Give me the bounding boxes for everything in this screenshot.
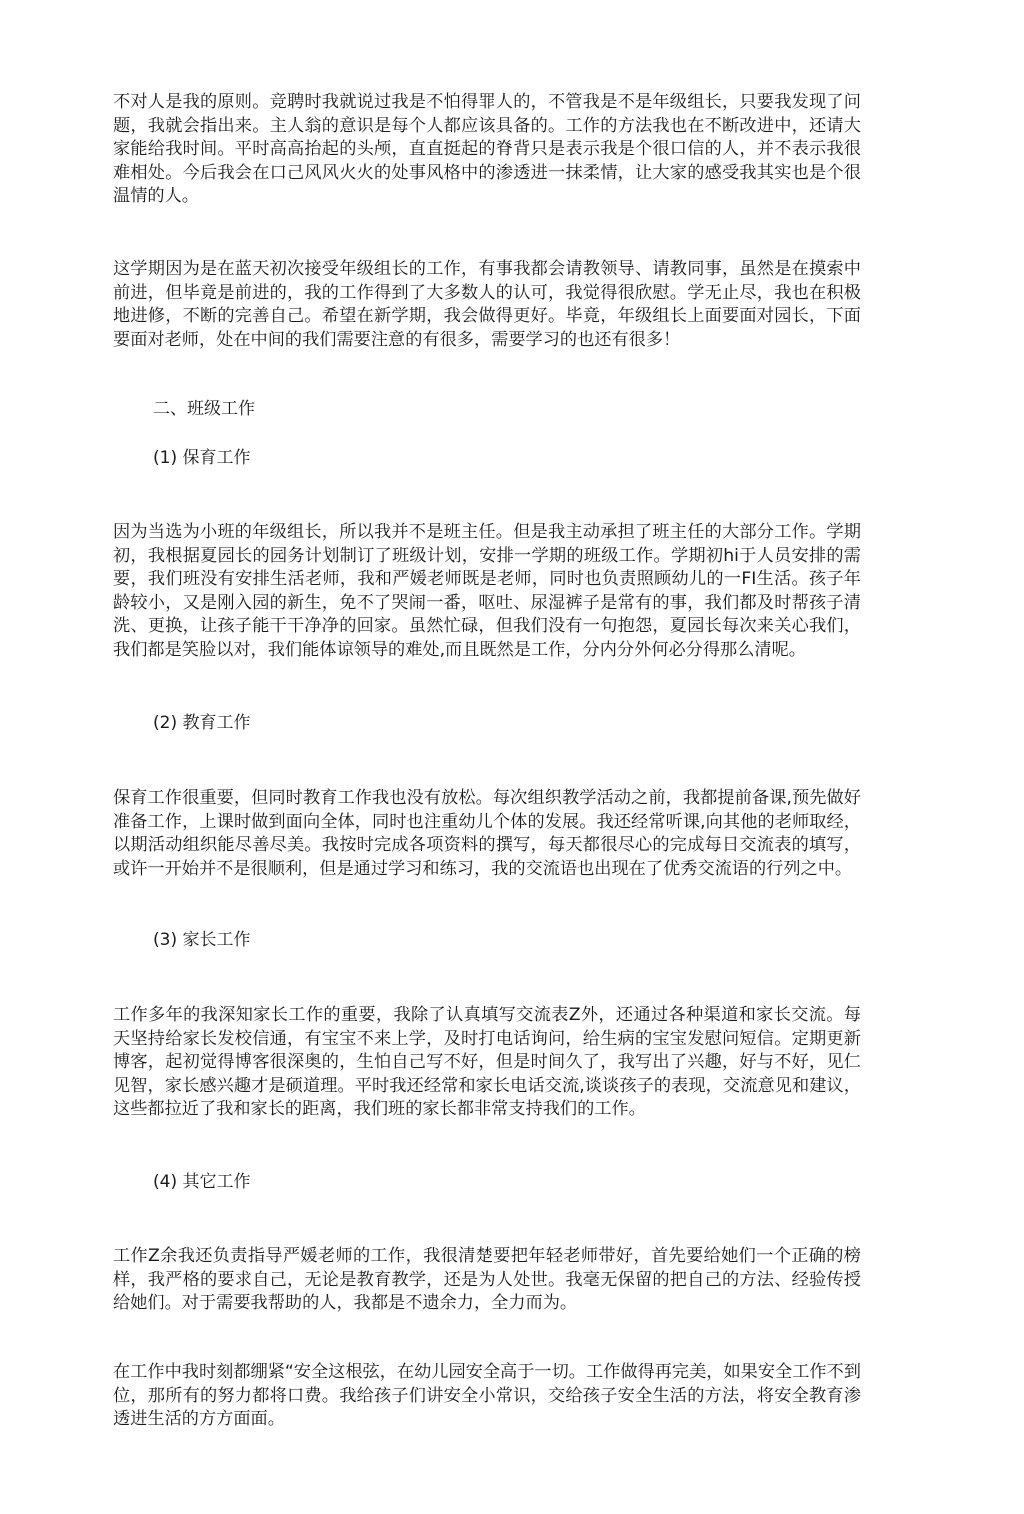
heading-parent-work: (3) 家长工作 xyxy=(153,930,251,950)
heading-education-work: (2) 教育工作 xyxy=(153,713,251,733)
paragraph-grade-leader: 这学期因为是在蓝天初次接受年级组长的工作，有事我都会请教领导、请教同事，虽然是在摸索中前进，但毕竟是前进的，我的工作得到了大多数人的认可，我觉得很欣慰。学无止尽，我也在积极地进修，不断的完善自己。希望在新学期，我会做得更好。毕竟，年级组长上面要面对园长，下面要面对老师，处在中间的我们需要注意的有很多，需要学习的也还有很多！ xyxy=(113,259,861,350)
paragraph-other-work: 工作Z余我还负责指导严媛老师的工作，我很清楚要把年轻老师带好，首先要给她们一个正确的榜样，我严格的要求自己，无论是教育教学，还是为人处世。我毫无保留的把自己的方法、经验传授给她们。对于需要我帮助的人，我都是不遗余力，全力而为。 xyxy=(113,1246,861,1314)
heading-care-work: (1) 保育工作 xyxy=(153,448,251,468)
paragraph-education-work: 保育工作很重要，但同时教育工作我也没有放松。每次组织教学活动之前，我都提前备课,预先做好准备工作，上课时做到面向全体，同时也注重幼儿个体的发展。我还经常听课,向其他的老师取经，以期活动组织能尽善尽美。我按时完成各项资料的撰写，每天都很尽心的完成每日交流表的填写，或许一开始并不是很顺利，但是通过学习和练习，我的交流语也出现在了优秀交流语的行列之中。 xyxy=(113,788,861,879)
paragraph-safety: 在工作中我时刻都绷紧“安全这根弦，在幼儿园安全高于一切。工作做得再完美，如果安全工作不到位，那所有的努力都将口费。我给孩子们讲安全小常识，交给孩子安全生活的方法，将安全教育渗透进生活的方方面面。 xyxy=(113,1362,861,1430)
paragraph-parent-work: 工作多年的我深知家长工作的重要，我除了认真填写交流表Z外，还通过各种渠道和家长交流。每天坚持给家长发校信通，有宝宝不来上学，及时打电话询问，给生病的宝宝发慰问短信。定期更新博客，起初觉得博客很深奥的，生怕自己写不好，但是时间久了，我写出了兴趣，好与不好，见仁见智，家长感兴趣才是硕道理。平时我还经常和家长电话交流,谈谈孩子的表现，交流意见和建议，这些都拉近了我和家长的距离，我们班的家长都非常支持我们的工作。 xyxy=(113,1005,861,1120)
paragraph-care-work: 因为当选为小班的年级组长，所以我并不是班主任。但是我主动承担了班主任的大部分工作。学期初，我根据夏园长的园务计划制订了班级计划，安排一学期的班级工作。学期初hi于人员安排的需要，我们班没有安排生活老师，我和严媛老师既是老师，同时也负责照顾幼儿的一FI生活。孩子年龄较小，又是刚入园的新生，免不了哭闹一番，呕吐、尿湿裤子是常有的事，我们都及时帮孩子清洗、更换，让孩子能干干净净的回家。虽然忙碌，但我们没有一句抱怨，夏园长每次来关心我们，我们都是笑脸以对，我们能体谅领导的难处,而且既然是工作，分内分外何必分得那么清呢。 xyxy=(113,522,861,660)
paragraph-principle: 不对人是我的原则。竞聘时我就说过我是不怕得罪人的，不管我是不是年级组长，只要我发现了问题，我就会指出来。主人翁的意识是每个人都应该具备的。工作的方法我也在不断改进中，还请大家能给我时间。平时高高抬起的头颅，直直挺起的脊背只是表示我是个很口信的人，并不表示我很难相处。今后我会在口己风风火火的处事风格中的渗透进一抹柔情，让大家的感受我其实也是个很温情的人。 xyxy=(113,92,861,207)
heading-class-work: 二、班级工作 xyxy=(153,399,255,419)
heading-other-work: (4) 其它工作 xyxy=(153,1172,251,1192)
